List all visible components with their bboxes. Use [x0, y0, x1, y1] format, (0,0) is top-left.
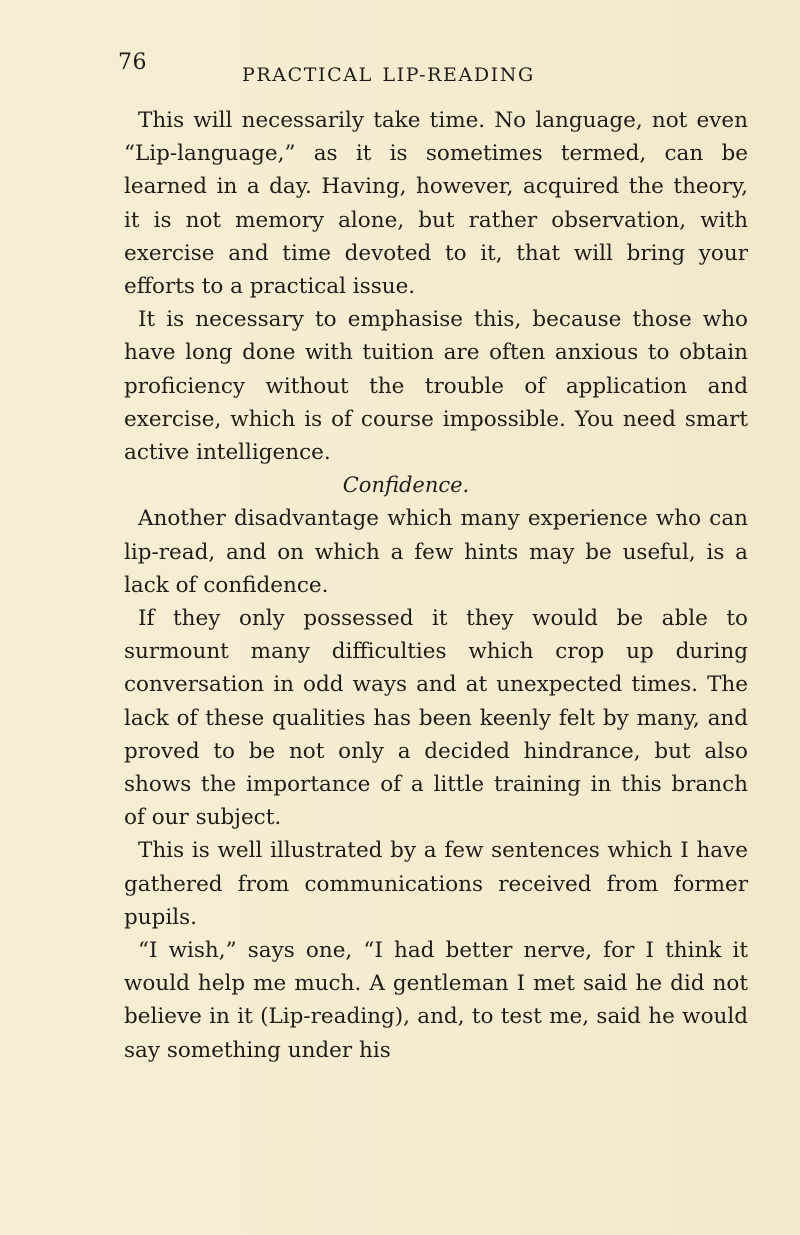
- paragraph: If they only possessed it they would be able to surmount many difficulties which crop up during conversation in odd ways and at unexpected times. The lack of these qualities has been keenly felt by many, and proved to be not only a decided hindrance, but also shows the importance of a little training in this branch of our subject.: [124, 606, 748, 831]
- paragraph: “I wish,” says one, “I had better nerve, for I think it would help me much. A gentleman I met said he did not believe in it (Lip-reading), and, to test me, said he would say something under his: [124, 938, 748, 1063]
- body-text: [124, 104, 748, 1067]
- page-header: [0, 50, 800, 90]
- running-head: PRACTICAL LIP-READING: [242, 64, 535, 86]
- paragraph: This will necessarily take time. No language, not even “Lip-language,” as it is sometimes termed, can be learned in a day. Having, however, acquired the theory, it is not memory alone, but rather observation, with exercise and time devoted to it, that will bring your efforts to a practical issue.: [124, 108, 748, 300]
- paragraph: This is well illustrated by a few sentences which I have gathered from communications received from former pupils.: [124, 838, 748, 930]
- section-heading: Confidence.: [342, 473, 470, 498]
- paragraph: It is necessary to emphasise this, because those who have long done with tuition are often anxious to obtain proficiency without the trouble of application and exercise, which is of course impossible. You need smart active intelligence.: [124, 307, 748, 466]
- page-number: 76: [118, 50, 147, 75]
- paragraph: Another disadvantage which many experience who can lip-read, and on which a few hints may be useful, is a lack of confidence.: [124, 506, 748, 598]
